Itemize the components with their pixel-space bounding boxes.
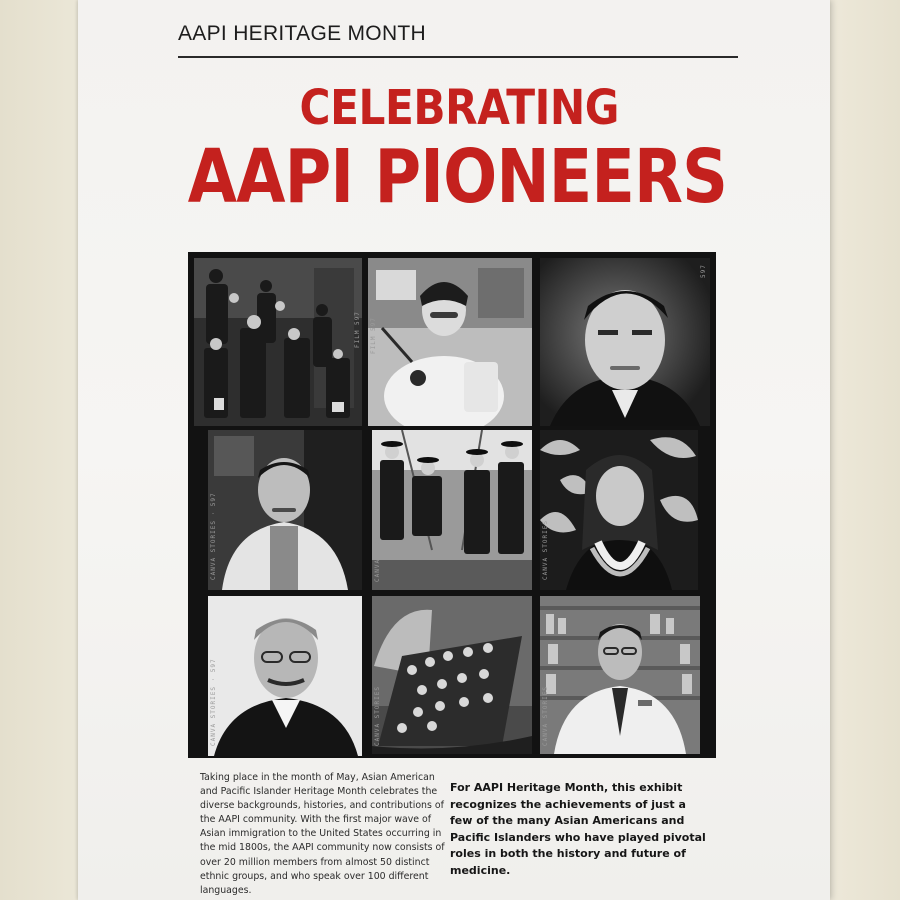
elder-portrait-photo xyxy=(208,596,362,756)
workers-group-photo xyxy=(372,430,532,590)
poster xyxy=(78,0,830,900)
family-group-photo xyxy=(194,258,362,426)
film-label: FILM 597 xyxy=(354,311,361,348)
film-label: CANVA STORIES xyxy=(542,520,549,580)
pharmacist-photo xyxy=(540,596,700,754)
doctor-white-coat-photo xyxy=(208,430,362,590)
film-label: CANVA STORIES · 597 xyxy=(210,492,217,580)
poster-title-line2: AAPI PIONEERS xyxy=(187,134,728,220)
exhibit-statement: For AAPI Heritage Month, this exhibit recognizes the achievements of just a few of the many Asian Americans and Pacific Islanders who have played pivotal roles in both the history and future of medicine. xyxy=(450,781,706,877)
kicker-divider xyxy=(178,56,738,58)
film-label: CANVA STORIES xyxy=(374,686,381,746)
scientist-lab-photo xyxy=(368,258,532,426)
film-label: 597 xyxy=(700,264,707,278)
intro-paragraph: Taking place in the month of May, Asian American and Pacific Islander Heritage Month celebrates the diverse backgrounds, histories, and contributions of the AAPI community. With the first major wave of Asian immigration to the United States occurring in the mid 1800s, the AAPI community now consists of over 20 million members from almost 50 distinct ethnic groups, and who speak over 100 different languages. xyxy=(200,772,445,896)
woman-lei-photo xyxy=(540,430,698,590)
film-label: CANVA STORIES xyxy=(374,522,381,582)
poster-title-line1: CELEBRATING xyxy=(299,80,620,136)
film-label: FILM 597 xyxy=(370,317,377,354)
portrait-man-photo xyxy=(540,258,710,426)
photo-grid xyxy=(188,252,716,758)
poster-kicker: AAPI HERITAGE MONTH xyxy=(178,22,426,45)
refugee-boat-photo xyxy=(372,596,532,754)
film-label: CANVA STORIES xyxy=(542,686,549,746)
film-label: CANVA STORIES · 597 xyxy=(210,658,217,746)
